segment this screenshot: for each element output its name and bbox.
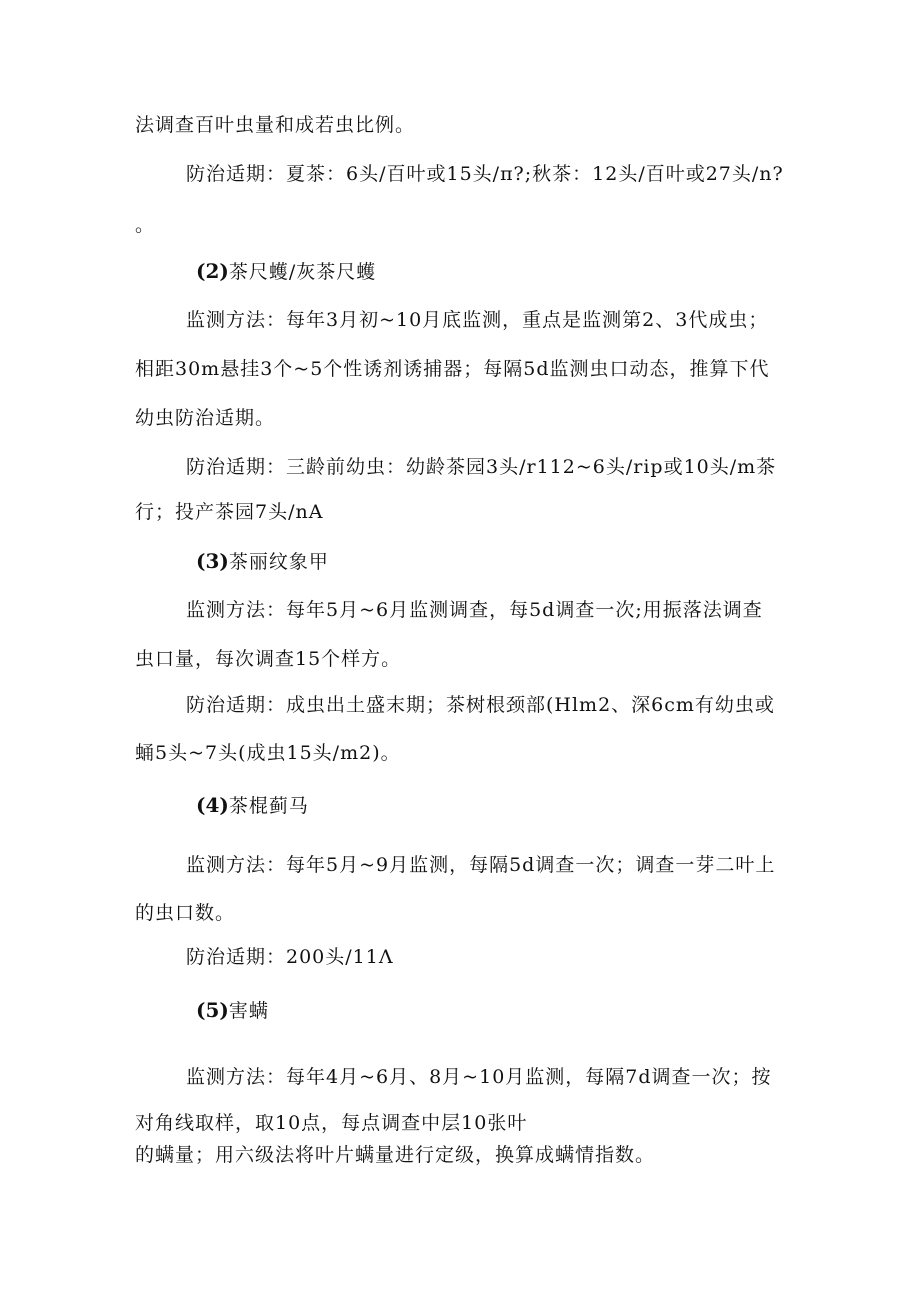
text-line: 防治适期：200头/11Λ [186, 946, 394, 968]
text-line: 相距30m悬挂3个~5个性诱剂诱捕器；每隔5d监测虫口动态，推算下代 [135, 358, 770, 380]
text-line: 虫口量，每次调查15个样方。 [135, 648, 402, 670]
section-heading-3 [0, 546, 920, 577]
text-line: 监测方法：每年5月~6月监测调查，每5d调查一次;用振落法调查 [186, 599, 763, 621]
text-line: 的螨量；用六级法将叶片螨量进行定级，换算成螨情指数。 [135, 1144, 656, 1166]
text-line: 。 [135, 214, 156, 236]
section-number: (2) [196, 259, 229, 283]
text-line: 监测方法：每年4月~6月、8月~10月监测，每隔7d调查一次；按 [186, 1066, 772, 1088]
section-title: 茶棍蓟马 [228, 795, 309, 817]
text-line: 防治适期：夏茶：6头/百叶或15头/π?;秋茶：12头/百叶或27头/n? [186, 163, 784, 185]
section-heading-2 [0, 256, 920, 287]
text-line: 监测方法：每年5月~9月监测，每隔5d调查一次；调查一芽二叶上 [186, 854, 776, 876]
section-number: (3) [196, 549, 229, 573]
text-line: 监测方法：每年3月初~10月底监测，重点是监测第2、3代成虫； [186, 309, 769, 331]
text-line: 对角线取样，取10点，每点调查中层10张叶 [135, 1112, 528, 1134]
section-title: 害螨 [228, 1000, 269, 1022]
text-line: 行；投产茶园7头/nA [135, 501, 324, 523]
section-title: 茶尺蠖/灰茶尺蠖 [228, 261, 377, 283]
text-line: 的虫口数。 [135, 902, 236, 924]
section-number: (5) [196, 998, 229, 1022]
text-line: 防治适期：成虫出土盛末期；茶树根颈部(Hlm2、深6cm有幼虫或 [186, 694, 775, 716]
section-number: (4) [196, 793, 229, 817]
text-line: 防治适期：三龄前幼虫：幼龄茶园3头/r112~6头/rip或10头/m茶 [186, 456, 777, 478]
section-heading-5 [0, 995, 920, 1026]
section-title: 茶丽纹象甲 [228, 551, 329, 573]
text-line: 幼虫防治适期。 [135, 407, 276, 429]
text-line: 蛹5头~7头(成虫15头/m2)。 [135, 742, 401, 764]
text-line: 法调查百叶虫量和成若虫比例。 [135, 114, 416, 136]
section-heading-4 [0, 790, 920, 821]
